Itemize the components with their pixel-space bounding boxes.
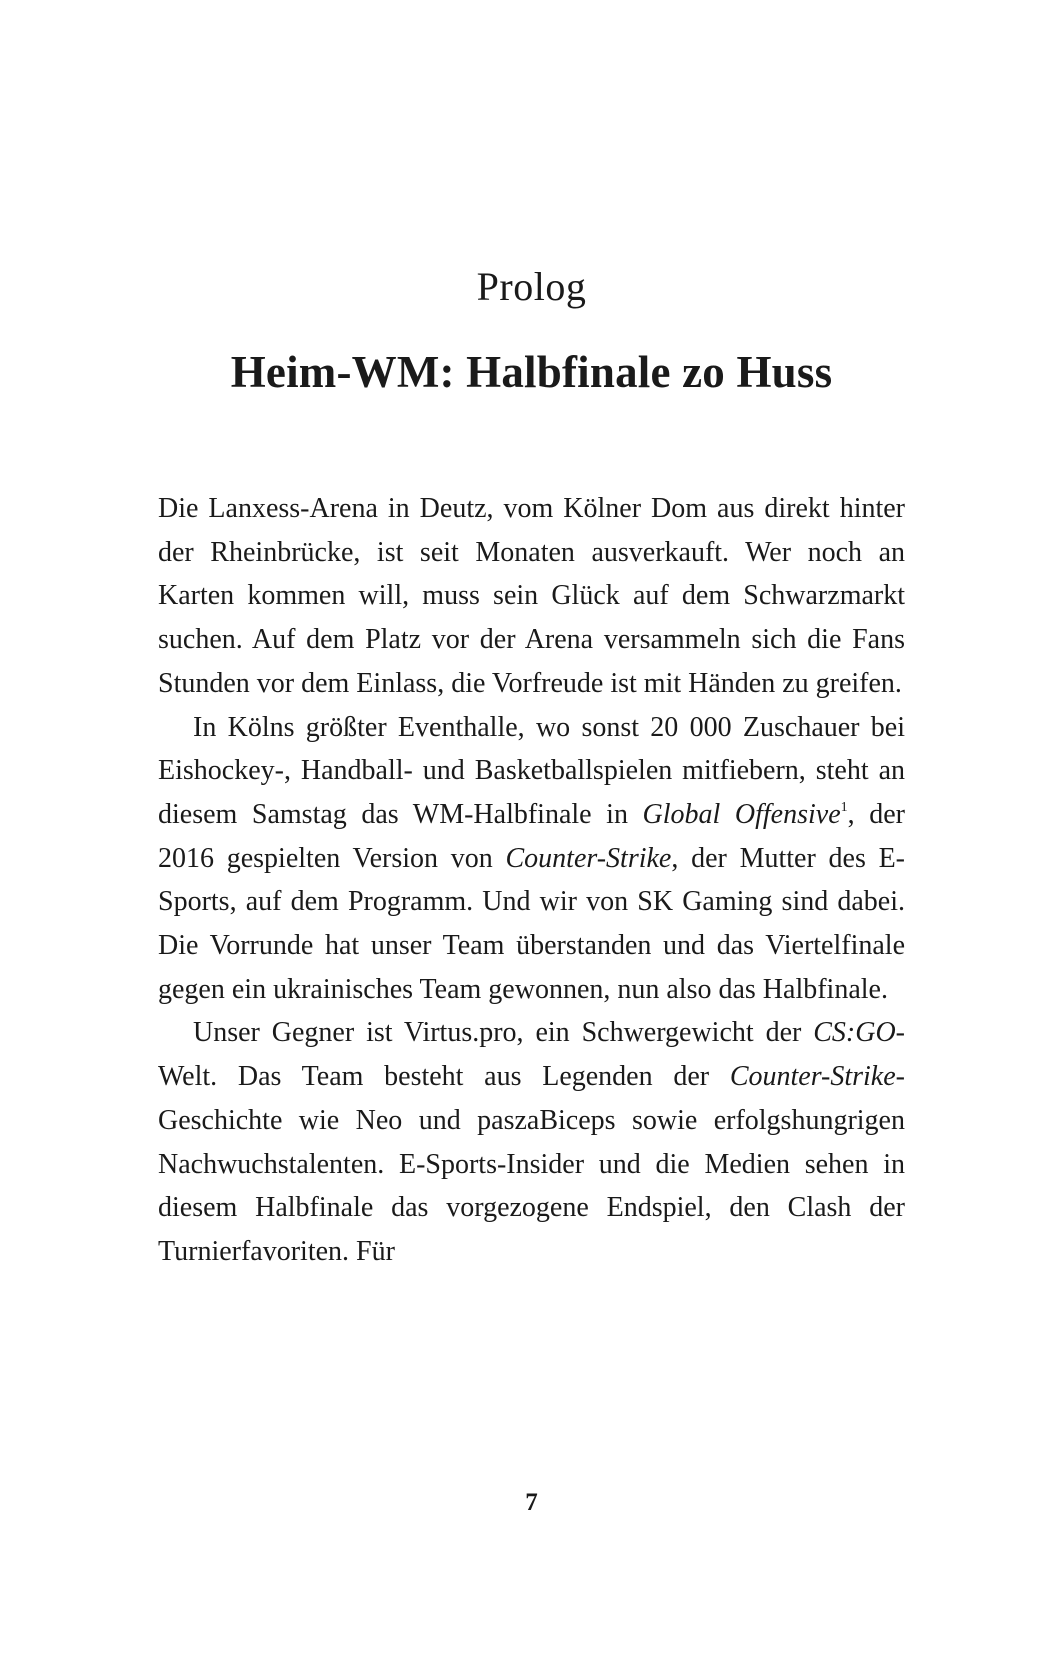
- paragraph-2-text-e: , der Mutter des E-Sports, auf dem Programm. Und wir von SK Gaming sind dabei. Die Vorrunde hat unser Team überstanden und das Viertelfinale gegen ein ukrainisches Team gewonnen, nun also das Halbfinale.: [158, 842, 905, 1005]
- section-label: Prolog: [476, 264, 587, 309]
- paragraph-2: [158, 706, 905, 1012]
- body-text: [158, 487, 905, 1274]
- game-title-counter-strike: Counter-Strike: [505, 842, 672, 874]
- page-number: 7: [525, 1489, 538, 1516]
- game-title-counter-strike-2: Counter-Strike: [729, 1061, 896, 1093]
- paragraph-3-text-e: -Geschichte wie Neo und paszaBiceps sowie erfolgshungrigen Nachwuchstalenten. E-Sports-Insider und die Medien sehen in diesem Halbfinale das vorgezogene Endspiel, den Clash der Turnierfavoriten. Für: [158, 1061, 905, 1267]
- chapter-title: Heim-WM: Halbfinale zo Huss: [230, 347, 833, 397]
- paragraph-2-text-c: , der 2016 gespielten Version von: [158, 798, 905, 874]
- paragraph-3-text-a: Unser Gegner ist Virtus.pro, ein Schwergewicht der: [193, 1017, 814, 1049]
- paragraph-3-text-c: -Welt. Das Team besteht aus Legenden der: [158, 1017, 905, 1093]
- footnote-marker[interactable]: 1: [840, 799, 848, 815]
- game-title-csgo: CS:GO: [813, 1017, 896, 1049]
- game-title-global-offensive: Global Offensive: [642, 798, 841, 830]
- paragraph-2-text-a: In Kölns größter Eventhalle, wo sonst 20 000 Zuschauer bei Eishockey-, Handball- und Basketballspielen mitfiebern, steht an diesem Samstag das WM-Halbfinale in: [158, 711, 905, 830]
- paragraph-3: [158, 1011, 905, 1273]
- paragraph-1: Die Lanxess-Arena in Deutz, vom Kölner Dom aus direkt hinter der Rheinbrücke, ist seit Monaten ausverkauft. Wer noch an Karten kommen will, muss sein Glück auf dem Schwarzmarkt suchen. Auf dem Platz vor der Arena versammeln sich die Fans Stunden vor dem Einlass, die Vorfreude ist mit Händen zu greifen.: [158, 493, 905, 699]
